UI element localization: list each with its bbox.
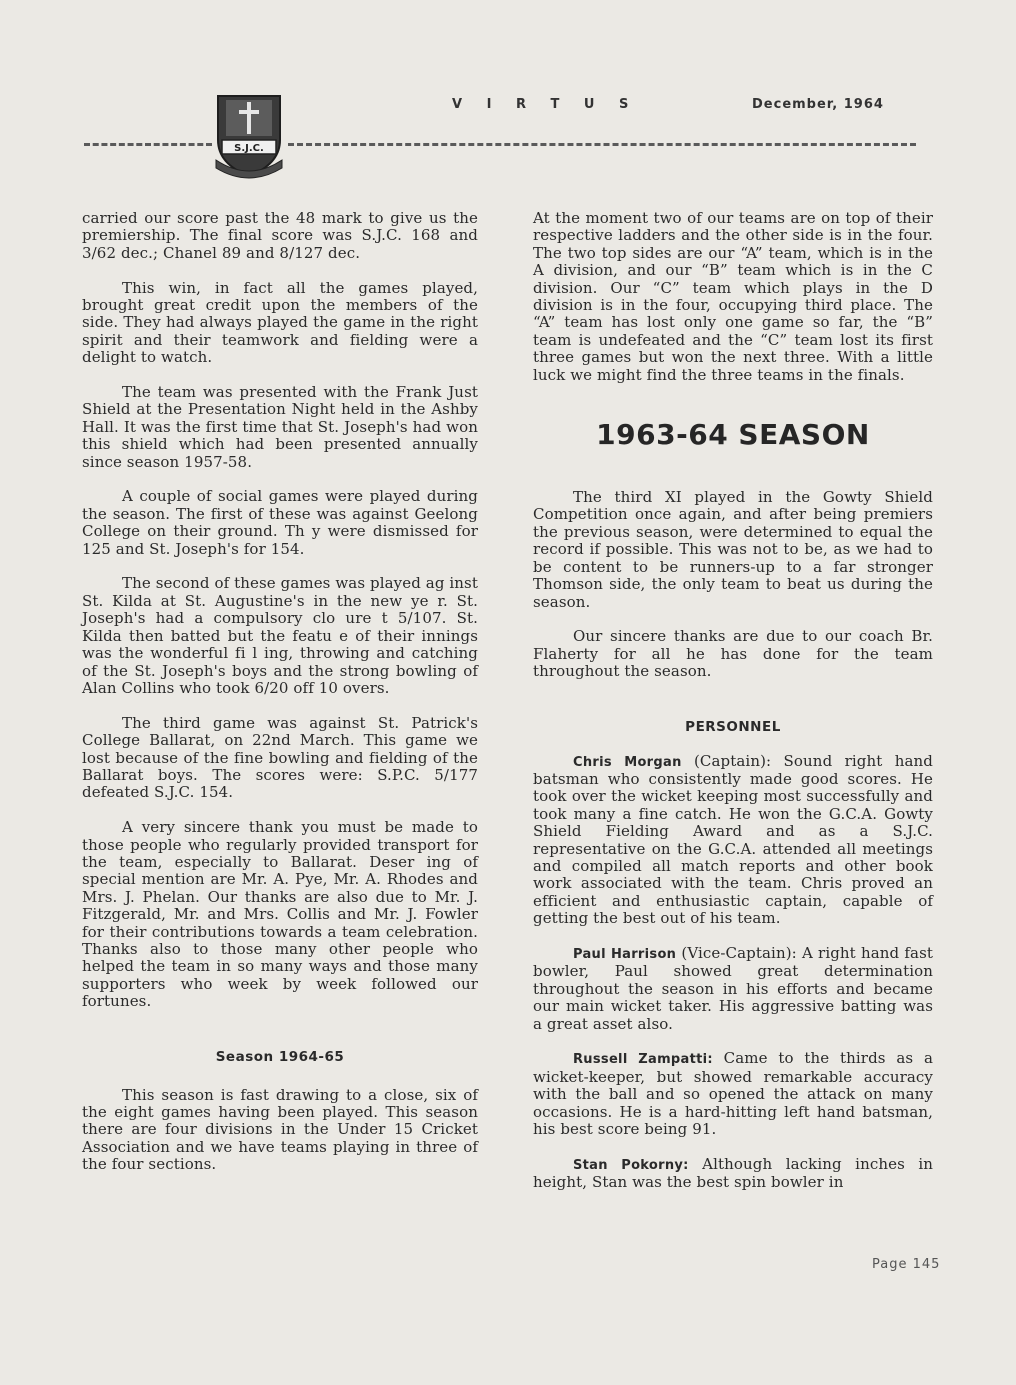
season-heading: Season 1964-65 <box>215 1048 345 1065</box>
issue-date: December, 1964 <box>752 97 884 112</box>
person-description: Came to the thirds as a wicket-keeper, but showed remarkable accuracy with the ball and so opened the attack on many occasions. He is a hard-hitting left hand batsman, his best score being 91. <box>533 1049 933 1139</box>
paragraph: The third XI played in the Gowty Shield Competition once again, and after being premiers the previous season, were determined to equal the record if possible. This was not to be, as we had to be content to be runners-up to a far stronger Thomson side, the only team to beat us during the season. <box>533 488 933 611</box>
person-description: Although lacking inches in height, Stan was the best spin bowler in <box>533 1154 933 1192</box>
magazine-title: V I R T U S <box>452 97 639 112</box>
season-heading-large: 1963-64 SEASON <box>596 418 870 452</box>
paragraph: At the moment two of our teams are on top of their respective ladders and the other side is in the four. The two top sides are our “A” team, which is in the A division, and our “B” team which is in the C division. Our “C” team which plays in the D division is in the four, occupying third place. The “A” team has lost only one game so far, the “B” team is undefeated and the “C” team lost its first three games but won the next three. With a little luck we might find the three teams in the finals. <box>533 209 933 384</box>
personnel-entry <box>533 945 933 1033</box>
person-name: Russell Zampatti: <box>573 1052 713 1068</box>
paragraph: This season is fast drawing to a close, six of the eight games having been played. This season there are four divisions in the Under 15 Cricket Association and we have teams playing in three of the four sections. <box>82 1085 478 1174</box>
personnel-heading: PERSONNEL <box>685 718 781 735</box>
left-column <box>82 210 478 1174</box>
personnel-entry <box>533 753 933 928</box>
paragraph: Our sincere thanks are due to our coach Br. Flaherty for all he has done for the team throughout the season. <box>533 627 933 681</box>
header-rule-left <box>84 143 212 146</box>
right-column <box>533 210 933 1192</box>
paragraph: A very sincere thank you must be made to those people who regularly provided transport for the team, especially to Ballarat. Deser ing of special mention are Mr. A. Pye, Mr. A. Rhodes and Mrs. J. Phelan. Our thanks are also due to Mr. J. Fitzgerald, Mr. and Mrs. Collis and Mr. J. Fowler for their contributions towards a team celebration. Thanks also to those many other people who helped the team in so many ways and those many supporters who week by week followed our fortunes. <box>82 818 478 1011</box>
person-description: (Captain): Sound right hand batsman who consistently made good scores. He took over the wicket keeping most successfully and took many a fine catch. He won the G.C.A. Gowty Shield Fielding Award and as a S.J.C. representative on the G.C.A. attended all meetings and compiled all match reports and other book work associated with the team. Chris proved an efficient and enthusiastic captain, capable of getting the best out of his team. <box>533 751 933 928</box>
paragraph: The second of these games was played ag inst St. Kilda at St. Augustine's in the new ye r. St. Joseph's had a compulsory clo ure t 5/107. St. Kilda then batted but the featu e of their innings was the wonderful fi l ing, throwing and catching of the St. Joseph's boys and the strong bowling of Alan Collins who took 6/20 off 10 overs. <box>82 574 478 697</box>
person-description: (Vice-Captain): A right hand fast bowler, Paul showed great determination throughout the season in his efforts and became our main wicket taker. His aggressive batting was a great asset also. <box>533 943 933 1033</box>
personnel-entry <box>533 1156 933 1192</box>
person-name: Chris Morgan <box>573 754 682 770</box>
paragraph: The team was presented with the Frank Just Shield at the Presentation Night held in the Ashby Hall. It was the first time that St. Joseph's had won this shield which had been presented annually since season 1957-58. <box>82 383 478 471</box>
paragraph: The third game was against St. Patrick's College Ballarat, on 22nd March. This game we lost because of the fine bowling and fielding of the Ballarat boys. The scores were: S.P.C. 5/177 defeated S.J.C. 154. <box>82 713 478 802</box>
paragraph: This win, in fact all the games played, brought great credit upon the members of the side. They had always played the game in the right spirit and their teamwork and fielding were a delight to watch. <box>82 278 478 367</box>
paragraph: carried our score past the 48 mark to give us the premiership. The final score was S.J.C. 168 and 3/62 dec.; Chanel 89 and 8/127 dec. <box>82 209 478 262</box>
paragraph: A couple of social games were played during the season. The first of these was against Geelong College on their ground. Th y were dismissed for 125 and St. Joseph's for 154. <box>82 487 478 558</box>
personnel-entry <box>533 1050 933 1138</box>
svg-text:S.J.C.: S.J.C. <box>234 143 264 154</box>
header-rule-right <box>288 143 916 146</box>
person-name: Stan Pokorny: <box>573 1157 689 1173</box>
person-name: Paul Harrison <box>573 946 677 962</box>
school-crest-icon <box>212 90 286 182</box>
page-number: Page 145 <box>872 1257 941 1272</box>
